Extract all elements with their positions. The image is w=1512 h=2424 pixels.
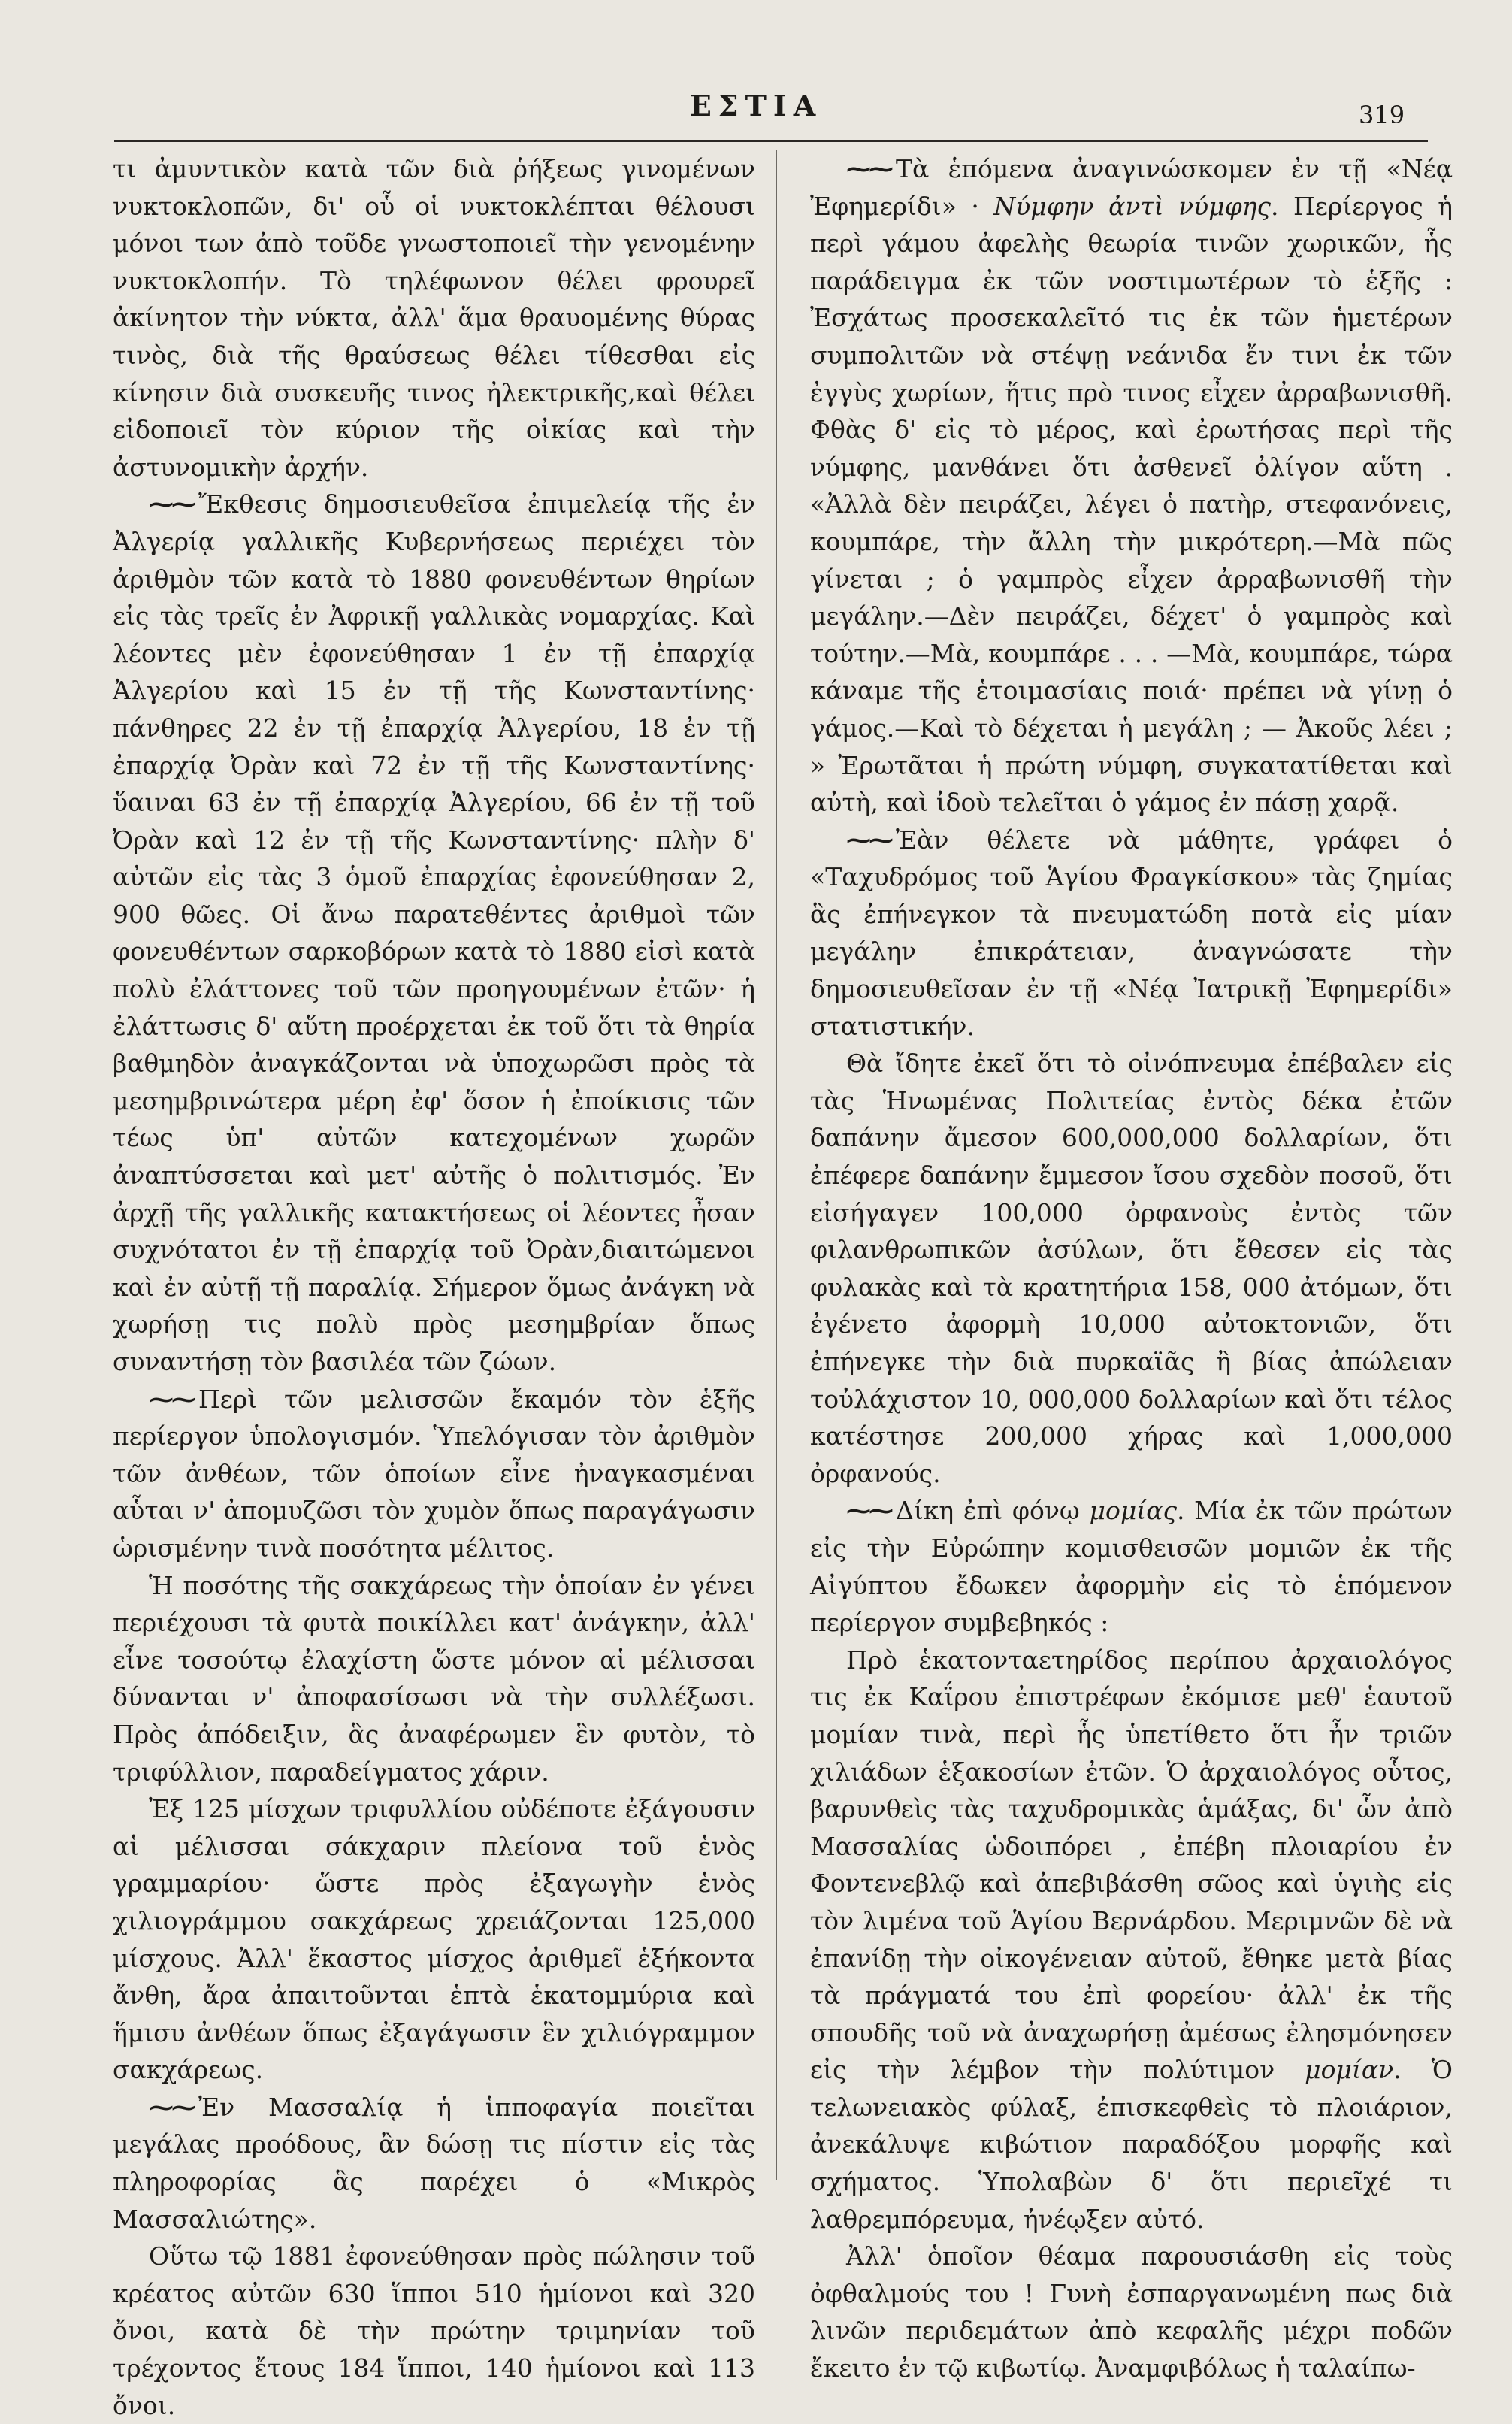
paragraph: Θὰ ἴδητε ἐκεῖ ὅτι τὸ οἰνόπνευμα ἐπέβαλεν εἰς τὰς Ἡνωμένας Πολιτείας ἐντὸς δέκα ἐτῶν δαπάνην ἄμεσον 600,000,000 δολλαρίων, ὅτι ἐπέφερε δαπάνην ἔμμεσον ἴσου σχεδὸν ποσοῦ, ὅτι εἰσήγαγεν 100,000 ὀρφανοὺς ἐντὸς τῶν φιλανθρωπικῶν ἀσύλων, ὅτι ἔθεσεν εἰς τὰς φυλακὰς καὶ τὰ κρατητήρια 158, 000 ἀτόμων, ὅτι ἐγένετο ἀφορμὴ 10,000 αὐτοκτονιῶν, ὅτι ἐπήνεγκε τὴν διὰ πυρκαϊᾶς ἢ βίας ἀπώλειαν τοὐλάχιστον 10, 000,000 δολλαρίων καὶ ὅτι τέλος κατέστησε 200,000 χήρας καὶ 1,000,000 ὀρφανούς. xyxy=(810,1049,1453,1488)
section-mark: ⁓⁓ xyxy=(846,825,891,855)
column-divider xyxy=(776,150,777,2180)
paragraph: τι ἀμυντικὸν κατὰ τῶν διὰ ῥήξεως γινομένων νυκτοκλοπῶν, δι' οὗ οἱ νυκτοκλέπται θέλουσι μόνοι των ἀπὸ τοῦδε γνωστοποιεῖ τὴν γενομένην νυκτοκλοπήν. Τὸ τηλέφωνον θέλει φρουρεῖ ἀκίνητον τὴν νύκτα, ἀλλ' ἅμα θραυομένης θύρας τινὸς, διὰ τῆς θραύσεως θέλει τίθεσθαι εἰς κίνησιν διὰ συσκευῆς τινος ἠλεκτρικῆς,καὶ θέλει εἰδοποιεῖ τὸν κύριον τῆς οἰκίας καὶ τὴν ἀστυνομικὴν ἀρχήν. xyxy=(113,154,755,482)
paragraph: Ἡ ποσότης τῆς σακχάρεως τὴν ὁποίαν ἐν γένει περιέχουσι τὰ φυτὰ ποικίλλει κατ' ἀνάγκην, ἀλλ' εἶνε τοσούτῳ ἐλαχίστη ὥστε μόνον αἱ μέλισσαι δύνανται ν' ἀποφασίσωσι νὰ τὴν συλλέξωσι. Πρὸς ἀπόδειξιν, ἃς ἀναφέρωμεν ἓν φυτὸν, τὸ τριφύλλιον, παραδείγματος χάριν. xyxy=(113,1570,755,1787)
italic-phrase: μομίαν xyxy=(1305,2055,1394,2085)
paragraph: ⁓⁓ Δίκη ἐπὶ φόνῳ μομίας. Μία ἐκ τῶν πρώτων εἰς τὴν Εὐρώπην κομισθεισῶν μομιῶν ἐκ τῆς Αἰγύπτου ἔδωκεν ἀφορμὴν εἰς τὸ ἑπόμενον περίεργον συμβεβηκός : xyxy=(810,1496,1453,1638)
running-title: ΕΣΤΙΑ xyxy=(689,89,823,123)
paragraph: Ἀλλ' ὁποῖον θέαμα παρουσιάσθη εἰς τοὺς ὀφθαλμούς του ! Γυνὴ ἐσπαργανωμένη πως διὰ λινῶν περιδεμάτων ἀπὸ κεφαλῆς μέχρι ποδῶν ἔκειτο ἐν τῷ κιβωτίῳ. Ἀναμφιβόλως ἡ ταλαίπω- xyxy=(810,2241,1453,2383)
section-mark: ⁓⁓ xyxy=(149,489,194,519)
paragraph: ⁓⁓ Ἐὰν θέλετε νὰ μάθητε, γράφει ὁ «Ταχυδρόμος τοῦ Ἁγίου Φραγκίσκου» τὰς ζημίας ἃς ἐπήνεγκον τὰ πνευματώδη ποτὰ εἰς μίαν μεγάλην ἐπικράτειαν, ἀναγνώσατε τὴν δημοσιευθεῖσαν ἐν τῇ «Νέᾳ Ἰατρικῇ Ἐφημερίδι» στατιστικήν. xyxy=(810,825,1453,1041)
paragraph: ⁓⁓ Ἐν Μασσαλίᾳ ἡ ἱπποφαγία ποιεῖται μεγάλας προόδους, ἂν δώσῃ τις πίστιν εἰς τὰς πληροφορίας ἃς παρέχει ὁ «Μικρὸς Μασσαλιώτης». xyxy=(113,2092,755,2234)
paragraph: ⁓⁓ Περὶ τῶν μελισσῶν ἔκαμόν τὸν ἑξῆς περίεργον ὑπολογισμόν. Ὑπελόγισαν τὸν ἀριθμὸν τῶν ἀνθέων, τῶν ὁποίων εἶνε ἠναγκασμέναι αὗται ν' ἀπομυζῶσι τὸν χυμὸν ὅπως παραγάγωσιν ὡρισμένην τινὰ ποσότητα μέλιτος. xyxy=(113,1384,755,1563)
section-mark: ⁓⁓ xyxy=(846,1496,891,1526)
paragraph: Ἐξ 125 μίσχων τριφυλλίου οὐδέποτε ἐξάγουσιν αἱ μέλισσαι σάκχαριν πλείονα τοῦ ἑνὸς γραμμαρίου· ὥστε πρὸς ἐξαγωγὴν ἑνὸς χιλιογράμμου σακχάρεως χρειάζονται 125,000 μίσχους. Ἀλλ' ἕκαστος μίσχος ἀριθμεῖ ἑξήκοντα ἄνθη, ἄρα ἀπαιτοῦνται ἑπτὰ ἑκατομμύρια καὶ ἥμισυ ἀνθέων ὅπως ἐξαγάγωσιν ἓν χιλιόγραμμον σακχάρεως. xyxy=(113,1794,755,2085)
section-mark: ⁓⁓ xyxy=(149,1384,194,1414)
paragraph: Οὕτω τῷ 1881 ἐφονεύθησαν πρὸς πώλησιν τοῦ κρέατος αὐτῶν 630 ἵπποι 510 ἡμίονοι καὶ 320 ὄνοι, κατὰ δὲ τὴν πρώτην τριμηνίαν τοῦ τρέχοντος ἔτους 184 ἵπποι, 140 ἡμίονοι καὶ 113 ὄνοι. xyxy=(113,2241,755,2420)
page-number: 319 xyxy=(1359,101,1405,129)
paragraph: ⁓⁓ Ἔκθεσις δημοσιευθεῖσα ἐπιμελείᾳ τῆς ἐν Ἀλγερίᾳ γαλλικῆς Κυβερνήσεως περιέχει τὸν ἀριθμὸν τῶν κατὰ τὸ 1880 φονευθέντων θηρίων εἰς τὰς τρεῖς ἐν Ἀφρικῇ γαλλικὰς νομαρχίας. Καὶ λέοντες μὲν ἐφονεύθησαν 1 ἐν τῇ ἐπαρχίᾳ Ἀλγερίου καὶ 15 ἐν τῇ τῆς Κωνσταντίνης· πάνθηρες 22 ἐν τῇ ἐπαρχίᾳ Ἀλγερίου, 18 ἐν τῇ ἐπαρχίᾳ Ὀρὰν καὶ 72 ἐν τῇ τῆς Κωνσταντίνης· ὕαιναι 63 ἐν τῇ ἐπαρχίᾳ Ἀλγερίου, 66 ἐν τῇ τοῦ Ὀρὰν καὶ 12 ἐν τῇ τῆς Κωνσταντίνης· πλὴν δ' αὐτῶν εἰς τὰς 3 ὁμοῦ ἐπαρχίας ἐφονεύθησαν 2, 900 θῶες. Οἱ ἄνω παρατεθέντες ἀριθμοὶ τῶν φονευθέντων σαρκοβόρων κατὰ τὸ 1880 εἰσὶ κατὰ πολὺ ἐλάττονες τοῦ τῶν προηγουμένων ἐτῶν· ἡ ἐλάττωσις δ' αὕτη προέρχεται ἐκ τοῦ ὅτι τὰ θηρία βαθμηδὸν ἀναγκάζονται νὰ ὑποχωρῶσι πρὸς τὰ μεσημβρινώτερα μέρη ἐφ' ὅσον ἡ ἐποίκισις τῶν τέως ὑπ' αὐτῶν κατεχομένων χωρῶν ἀναπτύσσεται καὶ μετ' αὐτῆς ὁ πολιτισμός. Ἐν ἀρχῇ τῆς γαλλικῆς κατακτήσεως οἱ λέοντες ἦσαν συχνότατοι ἐν τῇ ἐπαρχίᾳ τοῦ Ὀρὰν,διαιτώμενοι καὶ ἐν αὐτῇ τῇ παραλίᾳ. Σήμερον ὅμως ἀνάγκη νὰ χωρήσῃ τις πολὺ πρὸς μεσημβρίαν ὅπως συναντήσῃ τὸν βασιλέα τῶν ζώων. xyxy=(113,489,755,1376)
paragraph: Πρὸ ἑκατονταετηρίδος περίπου ἀρχαιολόγος τις ἐκ Καΐρου ἐπιστρέφων ἐκόμισε μεθ' ἑαυτοῦ μομίαν τινὰ, περὶ ἧς ὑπετίθετο ὅτι ἦν τριῶν χιλιάδων ἑξακοσίων ἐτῶν. Ὁ ἀρχαιολόγος οὗτος, βαρυνθεὶς τὰς ταχυδρομικὰς ἁμάξας, δι' ὧν ἀπὸ Μασσαλίας ὡδοιπόρει , ἐπέβη πλοιαρίου ἐν Φοντενεβλῷ καὶ ἀπεβιβάσθη σῶος καὶ ὑγιὴς εἰς τὸν λιμένα τοῦ Ἁγίου Βερνάρδου. Μεριμνῶν δὲ νὰ ἐπανίδῃ τὴν οἰκογένειαν αὐτοῦ, ἔθηκε μετὰ βίας τὰ πράγματά του ἐπὶ φορείου· ἀλλ' ἐκ τῆς σπουδῆς τοῦ νὰ ἀναχωρήσῃ ἀμέσως ἐλησμόνησεν εἰς τὴν λέμβον τὴν πολύτιμον μομίαν. Ὁ τελωνειακὸς φύλαξ, ἐπισκεφθεὶς τὸ πλοιάριον, ἀνεκάλυψε κιβώτιον παραδόξου μορφῆς καὶ σχήματος. Ὑπολαβὼν δ' ὅτι περιεῖχέ τι λαθρεμπόρευμα, ἠνέῳξεν αὐτό. xyxy=(810,1645,1453,2234)
italic-phrase: μομίας xyxy=(1089,1496,1177,1526)
italic-phrase: Νύμφην ἀντὶ νύμφης xyxy=(993,191,1272,221)
left-column xyxy=(113,150,755,2424)
header-rule xyxy=(114,140,1428,142)
right-column xyxy=(810,150,1453,2387)
section-mark: ⁓⁓ xyxy=(846,154,891,183)
section-mark: ⁓⁓ xyxy=(149,2092,194,2122)
paragraph: ⁓⁓ Τὰ ἑπόμενα ἀναγινώσκομεν ἐν τῇ «Νέᾳ Ἐφημερίδι» · Νύμφην ἀντὶ νύμφης. Περίεργος ἡ περὶ γάμου ἀφελὴς θεωρία τινῶν χωρικῶν, ἧς παράδειγμα ἐκ τῶν νοστιμωτέρων τὸ ἑξῆς : Ἐσχάτως προσεκαλεῖτό τις ἐκ τῶν ἡμετέρων συμπολιτῶν νὰ στέψῃ νεάνιδα ἔν τινι ἐκ τῶν ἐγγὺς χωρίων, ἥτις πρὸ τινος εἶχεν ἀρραβωνισθῆ. Φθὰς δ' εἰς τὸ μέρος, καὶ ἐρωτήσας περὶ τῆς νύμφης, μανθάνει ὅτι ἀσθενεῖ ὀλίγον αὕτη . «Ἀλλὰ δὲν πειράζει, λέγει ὁ πατὴρ, στεφανόνεις, κουμπάρε, τὴν ἄλλη τὴν μικρότερη.—Μὰ πῶς γίνεται ; ὁ γαμπρὸς εἶχεν ἀρραβωνισθῆ τὴν μεγάλην.—Δὲν πειράζει, δέχετ' ὁ γαμπρὸς καὶ τούτην.—Μὰ, κουμπάρε . . . —Μὰ, κουμπάρε, τώρα κάναμε τῆς ἑτοιμασίαις ποιά· πρέπει νὰ γίνῃ ὁ γάμος.—Καὶ τὸ δέχεται ἡ μεγάλη ; — Ἀκοῦς λέει ; » Ἐρωτᾶται ἡ πρώτη νύμφη, συγκατατίθεται καὶ αὐτὴ, καὶ ἰδοὺ τελεῖται ὁ γάμος ἐν πάσῃ χαρᾷ. xyxy=(810,154,1453,818)
